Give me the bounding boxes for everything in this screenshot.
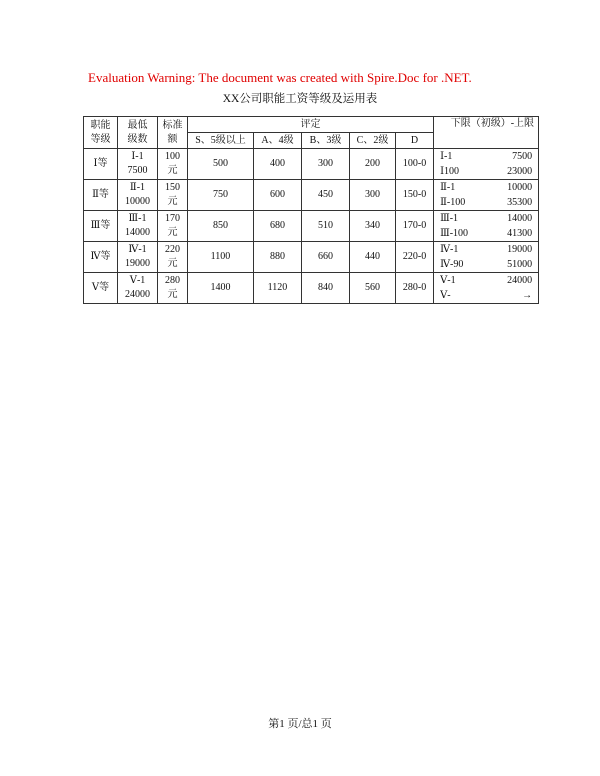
evaluation-value-cell: 280-0 <box>396 273 434 304</box>
evaluation-value-cell: 680 <box>254 211 302 242</box>
limit-cell: Ⅳ-1 19000 Ⅳ-90 51000 <box>434 242 539 273</box>
grade-cell: Ⅰ等 <box>84 149 118 180</box>
page-footer: 第1 页/总1 页 <box>268 718 332 730</box>
evaluation-value-cell: 500 <box>188 149 254 180</box>
min-level-cell: Ⅲ-1 14000 <box>118 211 158 242</box>
evaluation-value-cell: 510 <box>302 211 350 242</box>
evaluation-value-cell: 660 <box>302 242 350 273</box>
header-limit: 下限（初级）-上限 <box>434 117 539 149</box>
table-title: XX公司职能工资等级及运用表 <box>222 93 378 105</box>
header-sub-s: S、5级以上 <box>188 133 254 149</box>
evaluation-value-cell: 880 <box>254 242 302 273</box>
table-row <box>84 273 539 304</box>
evaluation-value-cell: 340 <box>350 211 396 242</box>
evaluation-value-cell: 560 <box>350 273 396 304</box>
evaluation-value-cell: 450 <box>302 180 350 211</box>
header-evaluation: 评定 <box>188 117 434 133</box>
evaluation-value-cell: 440 <box>350 242 396 273</box>
min-level-cell: Ⅴ-1 24000 <box>118 273 158 304</box>
header-sub-c: C、2级 <box>350 133 396 149</box>
evaluation-value-cell: 1400 <box>188 273 254 304</box>
standard-cell: 170 元 <box>158 211 188 242</box>
table-row <box>84 242 539 273</box>
header-standard: 标准 额 <box>158 117 188 149</box>
evaluation-value-cell: 1100 <box>188 242 254 273</box>
grade-cell: Ⅳ等 <box>84 242 118 273</box>
evaluation-value-cell: 850 <box>188 211 254 242</box>
min-level-cell: Ⅳ-1 19000 <box>118 242 158 273</box>
evaluation-value-cell: 220-0 <box>396 242 434 273</box>
evaluation-value-cell: 750 <box>188 180 254 211</box>
salary-grade-table <box>83 116 539 304</box>
min-level-cell: Ⅱ-1 10000 <box>118 180 158 211</box>
standard-cell: 100 元 <box>158 149 188 180</box>
evaluation-value-cell: 170-0 <box>396 211 434 242</box>
evaluation-value-cell: 600 <box>254 180 302 211</box>
limit-cell: Ⅲ-1 14000 Ⅲ-100 41300 <box>434 211 539 242</box>
header-min-level: 最低 级数 <box>118 117 158 149</box>
evaluation-warning: Evaluation Warning: The document was created with Spire.Doc for .NET. <box>88 70 472 85</box>
evaluation-value-cell: 400 <box>254 149 302 180</box>
evaluation-value-cell: 1120 <box>254 273 302 304</box>
table-row <box>84 180 539 211</box>
evaluation-value-cell: 840 <box>302 273 350 304</box>
limit-cell: Ⅱ-1 10000 Ⅱ-100 35300 <box>434 180 539 211</box>
grade-cell: Ⅲ等 <box>84 211 118 242</box>
standard-cell: 280 元 <box>158 273 188 304</box>
grade-cell: Ⅱ等 <box>84 180 118 211</box>
min-level-cell: Ⅰ-1 7500 <box>118 149 158 180</box>
standard-cell: 150 元 <box>158 180 188 211</box>
limit-cell: Ⅴ-1 24000 Ⅴ- → <box>434 273 539 304</box>
standard-cell: 220 元 <box>158 242 188 273</box>
evaluation-value-cell: 300 <box>350 180 396 211</box>
evaluation-value-cell: 300 <box>302 149 350 180</box>
table-row <box>84 211 539 242</box>
evaluation-value-cell: 100-0 <box>396 149 434 180</box>
limit-cell: Ⅰ-1 7500 Ⅰ100 23000 <box>434 149 539 180</box>
evaluation-value-cell: 200 <box>350 149 396 180</box>
grade-cell: Ⅴ等 <box>84 273 118 304</box>
header-sub-a: A、4级 <box>254 133 302 149</box>
table-row <box>84 149 539 180</box>
header-grade: 职能 等级 <box>84 117 118 149</box>
header-sub-b: B、3级 <box>302 133 350 149</box>
table-body <box>84 149 539 304</box>
header-sub-d: D <box>396 133 434 149</box>
evaluation-value-cell: 150-0 <box>396 180 434 211</box>
